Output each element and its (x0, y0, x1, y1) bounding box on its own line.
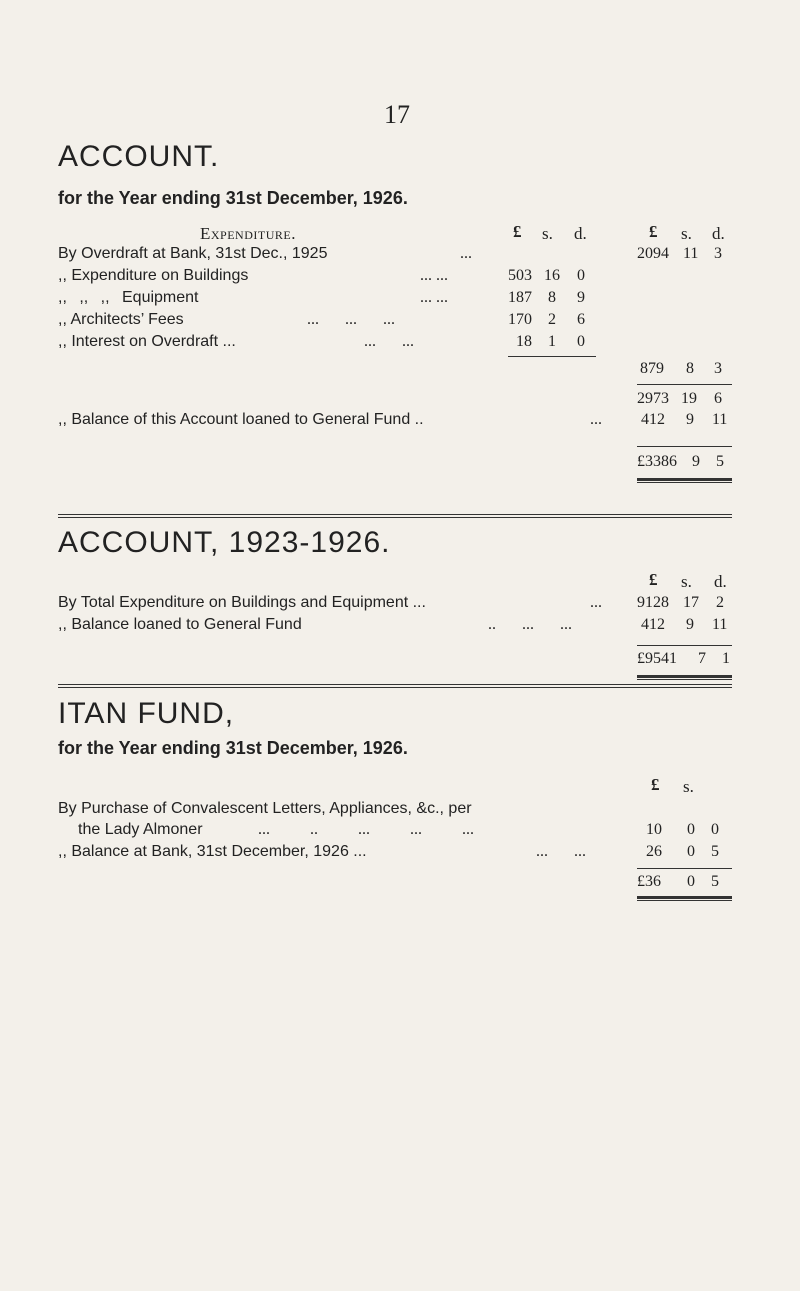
total-expenditure-pence: 2 (716, 594, 724, 611)
interest-dots: ... ... (364, 333, 414, 350)
sum-pence: 6 (714, 390, 722, 407)
sec2-total-top-rule (637, 645, 732, 646)
buildings-pounds: 503 (508, 267, 532, 284)
equipment-label: ,, ,, ,, Equipment (58, 289, 199, 306)
section-divider-2 (58, 684, 732, 688)
section3-title: ITAN FUND, (58, 697, 235, 730)
section1-title: ACCOUNT. (58, 140, 220, 173)
subtotal-pence: 3 (714, 360, 722, 377)
col-a-shillings-header: s. (542, 224, 553, 243)
total-pounds: £3386 (637, 453, 677, 470)
expenditure-heading: Expenditure. (200, 224, 296, 243)
purchase-pence: 0 (711, 821, 719, 838)
sec2-total-double-rule (637, 675, 732, 680)
sec2-balance-label: ,, Balance loaned to General Fund (58, 616, 302, 633)
overdraft-dots: ... (460, 245, 472, 262)
sec2-pounds-header: £ (649, 570, 658, 589)
section-divider-1 (58, 514, 732, 518)
col-b-pence-header: d. (712, 224, 725, 243)
balance-label: ,, Balance of this Account loaned to General Fund .. (58, 411, 424, 428)
sec3-total-pounds: £36 (637, 873, 661, 890)
section2-title: ACCOUNT, 1923-1926. (58, 526, 391, 559)
architects-pounds: 170 (508, 311, 532, 328)
subtotal-rule (508, 356, 596, 357)
sec2-balance-pounds: 412 (641, 616, 665, 633)
buildings-label: ,, Expenditure on Buildings (58, 267, 249, 284)
interest-pounds: 18 (516, 333, 532, 350)
buildings-pence: 0 (577, 267, 585, 284)
purchase-pounds: 10 (646, 821, 662, 838)
sec2-total-shillings: 7 (698, 650, 706, 667)
sec2-total-pounds: £9541 (637, 650, 677, 667)
total-double-rule (637, 478, 732, 483)
sec2-balance-shillings: 9 (686, 616, 694, 633)
section3-subtitle: for the Year ending 31st December, 1926. (58, 738, 408, 758)
equipment-pence: 9 (577, 289, 585, 306)
total-expenditure-label: By Total Expenditure on Buildings and Equipment ... (58, 594, 426, 611)
sec3-balance-dots: ... ... (536, 843, 586, 860)
balance-pounds: 412 (641, 411, 665, 428)
equipment-pounds: 187 (508, 289, 532, 306)
sec2-shillings-header: s. (681, 572, 692, 591)
purchase-shillings: 0 (687, 821, 695, 838)
col-a-pence-header: d. (574, 224, 587, 243)
col-b-shillings-header: s. (681, 224, 692, 243)
col-b-pounds-header: £ (649, 222, 658, 241)
total-pence: 5 (716, 453, 724, 470)
architects-shillings: 2 (548, 311, 556, 328)
sec2-pence-header: d. (714, 572, 727, 591)
total-expenditure-dots: ... (590, 594, 602, 611)
sec3-balance-shillings: 0 (687, 843, 695, 860)
page-number: 17 (384, 100, 410, 129)
sec3-total-pence: 5 (711, 873, 719, 890)
sec3-total-top-rule (637, 868, 732, 869)
sec3-total-double-rule (637, 896, 732, 901)
architects-pence: 6 (577, 311, 585, 328)
buildings-dots: ... ... (420, 267, 448, 284)
sec3-balance-label: ,, Balance at Bank, 31st December, 1926 ... (58, 843, 367, 860)
sum-rule (637, 384, 732, 385)
sec3-total-shillings: 0 (687, 873, 695, 890)
sum-shillings: 19 (681, 390, 697, 407)
overdraft-shillings: 11 (683, 245, 699, 262)
balance-pence: 11 (712, 411, 728, 428)
total-expenditure-pounds: 9128 (637, 594, 669, 611)
overdraft-pence: 3 (714, 245, 722, 262)
sec2-total-pence: 1 (722, 650, 730, 667)
overdraft-pounds: 2094 (637, 245, 669, 262)
balance-shillings: 9 (686, 411, 694, 428)
purchase-dots: ... .. ... ... ... (258, 821, 474, 838)
purchase-label-line2: the Lady Almoner (78, 821, 203, 838)
sec2-balance-pence: 11 (712, 616, 728, 633)
overdraft-label: By Overdraft at Bank, 31st Dec., 1925 (58, 245, 328, 262)
sec3-balance-pence: 5 (711, 843, 719, 860)
subtotal-shillings: 8 (686, 360, 694, 377)
col-a-pounds-header: £ (513, 222, 522, 241)
sec3-pounds-header: £ (651, 775, 660, 794)
architects-label: ,, Architects’ Fees (58, 311, 184, 328)
section1-subtitle: for the Year ending 31st December, 1926. (58, 188, 408, 208)
total-shillings: 9 (692, 453, 700, 470)
equipment-shillings: 8 (548, 289, 556, 306)
sum-pounds: 2973 (637, 390, 669, 407)
total-top-rule (637, 446, 732, 447)
architects-dots: ... ... ... (307, 311, 395, 328)
interest-shillings: 1 (548, 333, 556, 350)
subtotal-pounds: 879 (640, 360, 664, 377)
sec3-balance-pounds: 26 (646, 843, 662, 860)
balance-dots: ... (590, 411, 602, 428)
sec2-balance-dots: .. ... ... (488, 616, 572, 633)
purchase-label-line1: By Purchase of Convalescent Letters, Appliances, &c., per (58, 800, 472, 817)
interest-pence: 0 (577, 333, 585, 350)
sec3-shillings-header: s. (683, 777, 694, 796)
equipment-dots: ... ... (420, 289, 448, 306)
total-expenditure-shillings: 17 (683, 594, 699, 611)
buildings-shillings: 16 (544, 267, 560, 284)
interest-label: ,, Interest on Overdraft ... (58, 333, 236, 350)
